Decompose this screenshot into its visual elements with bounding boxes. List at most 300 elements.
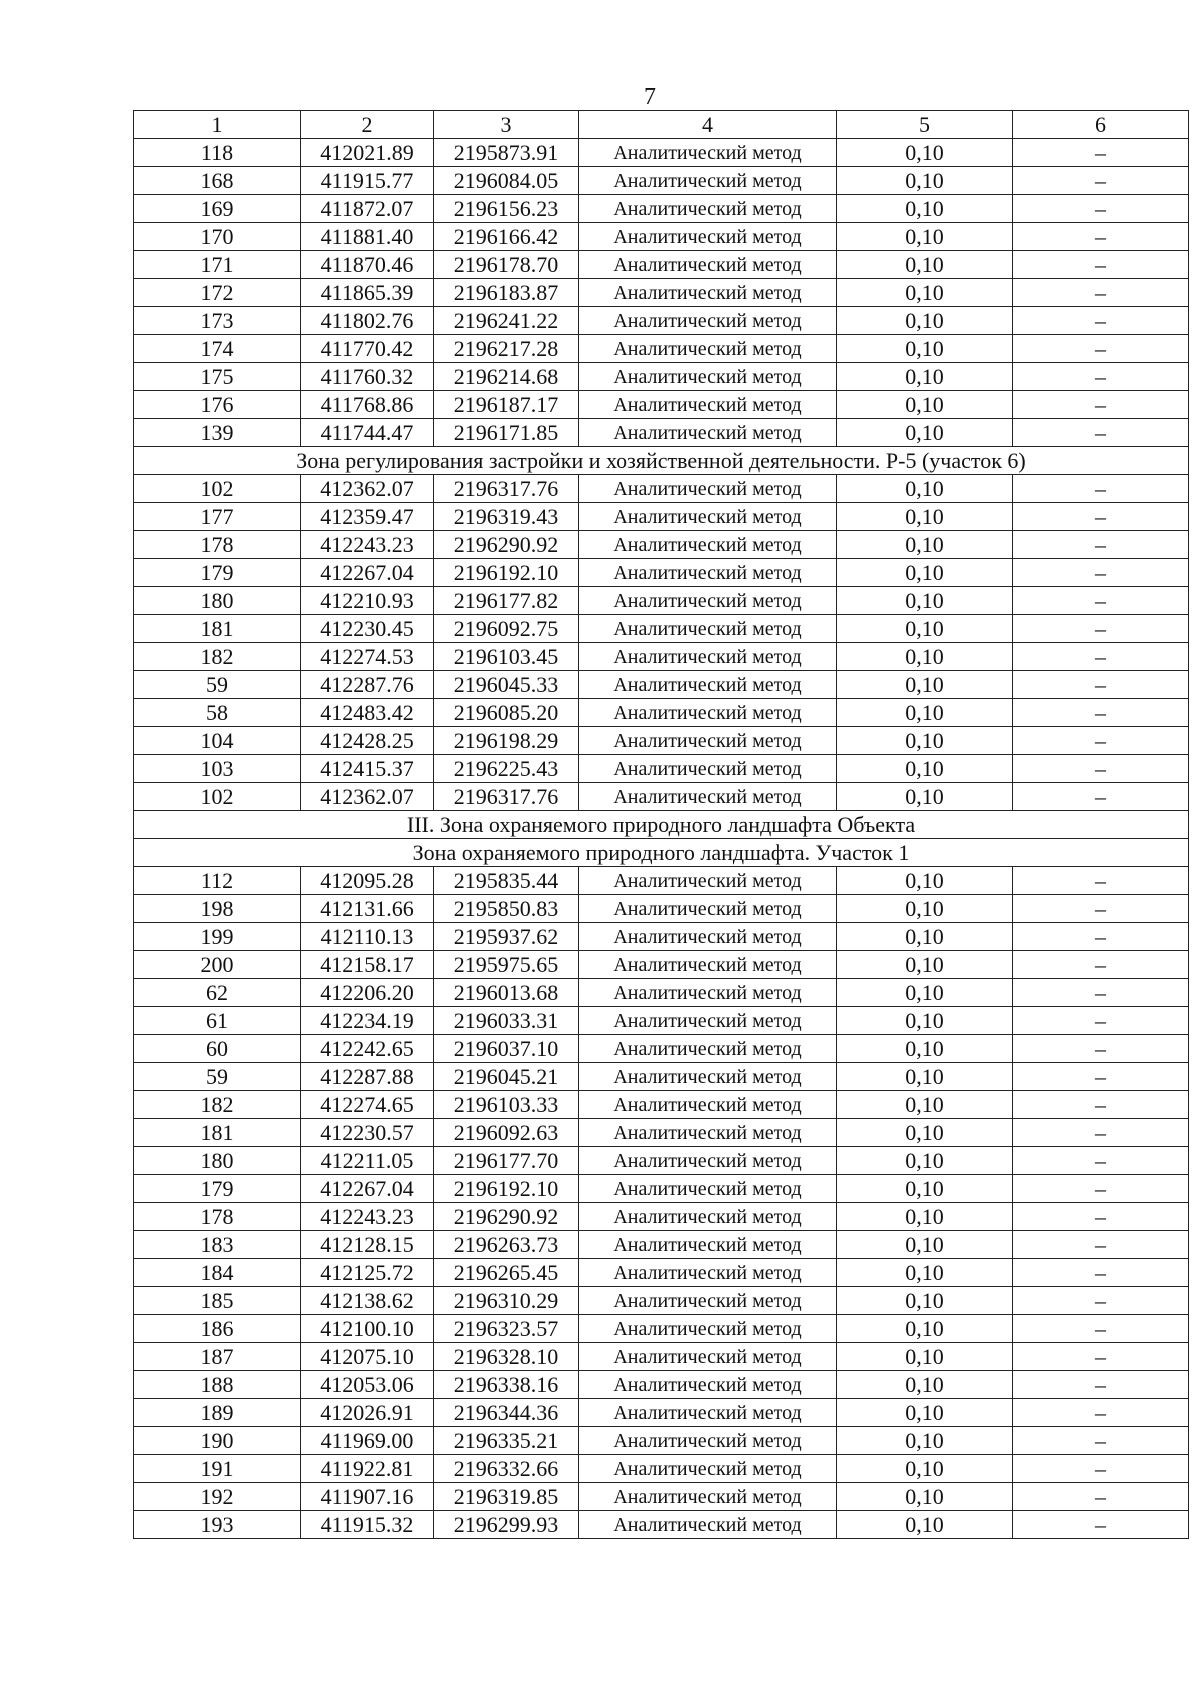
point-number-cell: 59 (134, 1063, 301, 1091)
precision-cell: 0,10 (837, 1119, 1013, 1147)
precision-cell: 0,10 (837, 419, 1013, 447)
section-title: III. Зона охраняемого природного ландшафта Объекта (134, 811, 1189, 839)
y-coordinate-cell: 2196187.17 (434, 391, 579, 419)
point-number-cell: 60 (134, 1035, 301, 1063)
y-coordinate-cell: 2196265.45 (434, 1259, 579, 1287)
y-coordinate-cell: 2196192.10 (434, 559, 579, 587)
precision-cell: 0,10 (837, 1175, 1013, 1203)
point-number-cell: 175 (134, 363, 301, 391)
table-row (134, 1371, 1189, 1399)
x-coordinate-cell: 412026.91 (301, 1399, 434, 1427)
note-cell: – (1013, 307, 1189, 335)
table-row (134, 979, 1189, 1007)
method-cell: Аналитический метод (579, 895, 837, 923)
y-coordinate-cell: 2196263.73 (434, 1231, 579, 1259)
table-row (134, 1259, 1189, 1287)
table-row (134, 363, 1189, 391)
y-coordinate-cell: 2196103.45 (434, 643, 579, 671)
precision-cell: 0,10 (837, 1203, 1013, 1231)
precision-cell: 0,10 (837, 279, 1013, 307)
x-coordinate-cell: 412243.23 (301, 1203, 434, 1231)
note-cell: – (1013, 223, 1189, 251)
point-number-cell: 200 (134, 951, 301, 979)
note-cell: – (1013, 587, 1189, 615)
precision-cell: 0,10 (837, 1315, 1013, 1343)
note-cell: – (1013, 867, 1189, 895)
precision-cell: 0,10 (837, 1399, 1013, 1427)
section-title-row (134, 839, 1189, 867)
table-row (134, 559, 1189, 587)
precision-cell: 0,10 (837, 727, 1013, 755)
y-coordinate-cell: 2196166.42 (434, 223, 579, 251)
precision-cell: 0,10 (837, 1427, 1013, 1455)
method-cell: Аналитический метод (579, 867, 837, 895)
table-row (134, 307, 1189, 335)
precision-cell: 0,10 (837, 139, 1013, 167)
method-cell: Аналитический метод (579, 1455, 837, 1483)
y-coordinate-cell: 2196178.70 (434, 251, 579, 279)
x-coordinate-cell: 411768.86 (301, 391, 434, 419)
x-coordinate-cell: 411907.16 (301, 1483, 434, 1511)
table-row (134, 167, 1189, 195)
table-row (134, 1119, 1189, 1147)
precision-cell: 0,10 (837, 643, 1013, 671)
precision-cell: 0,10 (837, 1091, 1013, 1119)
x-coordinate-cell: 412234.19 (301, 1007, 434, 1035)
note-cell: – (1013, 1063, 1189, 1091)
note-cell: – (1013, 335, 1189, 363)
precision-cell: 0,10 (837, 391, 1013, 419)
note-cell: – (1013, 1315, 1189, 1343)
point-number-cell: 112 (134, 867, 301, 895)
point-number-cell: 118 (134, 139, 301, 167)
x-coordinate-cell: 412230.45 (301, 615, 434, 643)
note-cell: – (1013, 671, 1189, 699)
method-cell: Аналитический метод (579, 1007, 837, 1035)
y-coordinate-cell: 2195975.65 (434, 951, 579, 979)
y-coordinate-cell: 2195850.83 (434, 895, 579, 923)
precision-cell: 0,10 (837, 867, 1013, 895)
table-row (134, 279, 1189, 307)
table-row (134, 783, 1189, 811)
x-coordinate-cell: 412053.06 (301, 1371, 434, 1399)
precision-cell: 0,10 (837, 587, 1013, 615)
x-coordinate-cell: 412158.17 (301, 951, 434, 979)
precision-cell: 0,10 (837, 1371, 1013, 1399)
method-cell: Аналитический метод (579, 1035, 837, 1063)
note-cell: – (1013, 1483, 1189, 1511)
point-number-cell: 187 (134, 1343, 301, 1371)
x-coordinate-cell: 412021.89 (301, 139, 434, 167)
precision-cell: 0,10 (837, 1259, 1013, 1287)
method-cell: Аналитический метод (579, 419, 837, 447)
note-cell: – (1013, 1091, 1189, 1119)
precision-cell: 0,10 (837, 923, 1013, 951)
y-coordinate-cell: 2196013.68 (434, 979, 579, 1007)
point-number-cell: 176 (134, 391, 301, 419)
method-cell: Аналитический метод (579, 391, 837, 419)
point-number-cell: 103 (134, 755, 301, 783)
point-number-cell: 168 (134, 167, 301, 195)
coordinates-table-body (134, 111, 1189, 1539)
y-coordinate-cell: 2196085.20 (434, 699, 579, 727)
x-coordinate-cell: 412359.47 (301, 503, 434, 531)
x-coordinate-cell: 411870.46 (301, 251, 434, 279)
point-number-cell: 102 (134, 783, 301, 811)
method-cell: Аналитический метод (579, 531, 837, 559)
column-header: 6 (1013, 111, 1189, 139)
x-coordinate-cell: 412242.65 (301, 1035, 434, 1063)
precision-cell: 0,10 (837, 307, 1013, 335)
x-coordinate-cell: 412110.13 (301, 923, 434, 951)
method-cell: Аналитический метод (579, 1511, 837, 1539)
precision-cell: 0,10 (837, 755, 1013, 783)
x-coordinate-cell: 412210.93 (301, 587, 434, 615)
point-number-cell: 185 (134, 1287, 301, 1315)
y-coordinate-cell: 2196310.29 (434, 1287, 579, 1315)
table-row (134, 1427, 1189, 1455)
method-cell: Аналитический метод (579, 587, 837, 615)
table-row (134, 587, 1189, 615)
y-coordinate-cell: 2196037.10 (434, 1035, 579, 1063)
precision-cell: 0,10 (837, 363, 1013, 391)
table-row (134, 195, 1189, 223)
note-cell: – (1013, 391, 1189, 419)
x-coordinate-cell: 412362.07 (301, 783, 434, 811)
table-row (134, 643, 1189, 671)
precision-cell: 0,10 (837, 1511, 1013, 1539)
note-cell: – (1013, 895, 1189, 923)
y-coordinate-cell: 2196177.70 (434, 1147, 579, 1175)
x-coordinate-cell: 412075.10 (301, 1343, 434, 1371)
x-coordinate-cell: 412267.04 (301, 559, 434, 587)
table-row (134, 923, 1189, 951)
note-cell: – (1013, 783, 1189, 811)
point-number-cell: 177 (134, 503, 301, 531)
note-cell: – (1013, 195, 1189, 223)
note-cell: – (1013, 1175, 1189, 1203)
table-row (134, 335, 1189, 363)
x-coordinate-cell: 411770.42 (301, 335, 434, 363)
method-cell: Аналитический метод (579, 727, 837, 755)
y-coordinate-cell: 2196156.23 (434, 195, 579, 223)
y-coordinate-cell: 2196092.75 (434, 615, 579, 643)
section-title-row (134, 447, 1189, 475)
method-cell: Аналитический метод (579, 1063, 837, 1091)
y-coordinate-cell: 2196328.10 (434, 1343, 579, 1371)
table-row (134, 867, 1189, 895)
precision-cell: 0,10 (837, 1231, 1013, 1259)
y-coordinate-cell: 2196045.21 (434, 1063, 579, 1091)
x-coordinate-cell: 412287.88 (301, 1063, 434, 1091)
precision-cell: 0,10 (837, 335, 1013, 363)
precision-cell: 0,10 (837, 167, 1013, 195)
table-row (134, 1287, 1189, 1315)
method-cell: Аналитический метод (579, 1315, 837, 1343)
page-number: 7 (644, 84, 656, 110)
table-row (134, 1511, 1189, 1539)
method-cell: Аналитический метод (579, 699, 837, 727)
x-coordinate-cell: 411802.76 (301, 307, 434, 335)
method-cell: Аналитический метод (579, 1427, 837, 1455)
table-row (134, 531, 1189, 559)
y-coordinate-cell: 2196335.21 (434, 1427, 579, 1455)
method-cell: Аналитический метод (579, 1147, 837, 1175)
table-row (134, 223, 1189, 251)
point-number-cell: 61 (134, 1007, 301, 1035)
note-cell: – (1013, 1511, 1189, 1539)
x-coordinate-cell: 411969.00 (301, 1427, 434, 1455)
y-coordinate-cell: 2195835.44 (434, 867, 579, 895)
table-row (134, 727, 1189, 755)
note-cell: – (1013, 615, 1189, 643)
point-number-cell: 181 (134, 1119, 301, 1147)
note-cell: – (1013, 279, 1189, 307)
x-coordinate-cell: 412211.05 (301, 1147, 434, 1175)
point-number-cell: 174 (134, 335, 301, 363)
method-cell: Аналитический метод (579, 139, 837, 167)
x-coordinate-cell: 412362.07 (301, 475, 434, 503)
y-coordinate-cell: 2196192.10 (434, 1175, 579, 1203)
point-number-cell: 183 (134, 1231, 301, 1259)
point-number-cell: 189 (134, 1399, 301, 1427)
precision-cell: 0,10 (837, 1035, 1013, 1063)
y-coordinate-cell: 2196319.43 (434, 503, 579, 531)
precision-cell: 0,10 (837, 615, 1013, 643)
note-cell: – (1013, 363, 1189, 391)
point-number-cell: 192 (134, 1483, 301, 1511)
y-coordinate-cell: 2196214.68 (434, 363, 579, 391)
x-coordinate-cell: 412274.53 (301, 643, 434, 671)
point-number-cell: 102 (134, 475, 301, 503)
precision-cell: 0,10 (837, 699, 1013, 727)
method-cell: Аналитический метод (579, 1371, 837, 1399)
x-coordinate-cell: 411915.77 (301, 167, 434, 195)
note-cell: – (1013, 1343, 1189, 1371)
y-coordinate-cell: 2196290.92 (434, 531, 579, 559)
x-coordinate-cell: 411744.47 (301, 419, 434, 447)
table-row (134, 419, 1189, 447)
precision-cell: 0,10 (837, 1007, 1013, 1035)
y-coordinate-cell: 2196241.22 (434, 307, 579, 335)
note-cell: – (1013, 923, 1189, 951)
y-coordinate-cell: 2196290.92 (434, 1203, 579, 1231)
table-row (134, 391, 1189, 419)
y-coordinate-cell: 2196225.43 (434, 755, 579, 783)
method-cell: Аналитический метод (579, 475, 837, 503)
point-number-cell: 181 (134, 615, 301, 643)
precision-cell: 0,10 (837, 559, 1013, 587)
x-coordinate-cell: 411922.81 (301, 1455, 434, 1483)
note-cell: – (1013, 1399, 1189, 1427)
note-cell: – (1013, 1007, 1189, 1035)
table-row (134, 139, 1189, 167)
method-cell: Аналитический метод (579, 783, 837, 811)
note-cell: – (1013, 643, 1189, 671)
note-cell: – (1013, 727, 1189, 755)
x-coordinate-cell: 412274.65 (301, 1091, 434, 1119)
column-header: 3 (434, 111, 579, 139)
method-cell: Аналитический метод (579, 1203, 837, 1231)
table-row (134, 615, 1189, 643)
method-cell: Аналитический метод (579, 1483, 837, 1511)
section-title: Зона охраняемого природного ландшафта. Участок 1 (134, 839, 1189, 867)
y-coordinate-cell: 2196171.85 (434, 419, 579, 447)
precision-cell: 0,10 (837, 223, 1013, 251)
point-number-cell: 186 (134, 1315, 301, 1343)
x-coordinate-cell: 412483.42 (301, 699, 434, 727)
y-coordinate-cell: 2196323.57 (434, 1315, 579, 1343)
point-number-cell: 58 (134, 699, 301, 727)
table-row (134, 1455, 1189, 1483)
table-row (134, 1007, 1189, 1035)
note-cell: – (1013, 559, 1189, 587)
x-coordinate-cell: 412131.66 (301, 895, 434, 923)
note-cell: – (1013, 139, 1189, 167)
precision-cell: 0,10 (837, 783, 1013, 811)
note-cell: – (1013, 1259, 1189, 1287)
note-cell: – (1013, 699, 1189, 727)
x-coordinate-cell: 412128.15 (301, 1231, 434, 1259)
method-cell: Аналитический метод (579, 1343, 837, 1371)
note-cell: – (1013, 1231, 1189, 1259)
method-cell: Аналитический метод (579, 923, 837, 951)
precision-cell: 0,10 (837, 503, 1013, 531)
section-title-row (134, 811, 1189, 839)
x-coordinate-cell: 411760.32 (301, 363, 434, 391)
point-number-cell: 182 (134, 1091, 301, 1119)
note-cell: – (1013, 475, 1189, 503)
method-cell: Аналитический метод (579, 223, 837, 251)
x-coordinate-cell: 412100.10 (301, 1315, 434, 1343)
point-number-cell: 182 (134, 643, 301, 671)
point-number-cell: 172 (134, 279, 301, 307)
point-number-cell: 170 (134, 223, 301, 251)
x-coordinate-cell: 411872.07 (301, 195, 434, 223)
point-number-cell: 191 (134, 1455, 301, 1483)
point-number-cell: 190 (134, 1427, 301, 1455)
point-number-cell: 179 (134, 559, 301, 587)
method-cell: Аналитический метод (579, 279, 837, 307)
y-coordinate-cell: 2196103.33 (434, 1091, 579, 1119)
section-title: Зона регулирования застройки и хозяйственной деятельности. Р-5 (участок 6) (134, 447, 1189, 475)
point-number-cell: 139 (134, 419, 301, 447)
column-header: 1 (134, 111, 301, 139)
method-cell: Аналитический метод (579, 979, 837, 1007)
point-number-cell: 193 (134, 1511, 301, 1539)
y-coordinate-cell: 2196299.93 (434, 1511, 579, 1539)
precision-cell: 0,10 (837, 895, 1013, 923)
precision-cell: 0,10 (837, 951, 1013, 979)
method-cell: Аналитический метод (579, 643, 837, 671)
table-row (134, 1147, 1189, 1175)
method-cell: Аналитический метод (579, 335, 837, 363)
note-cell: – (1013, 1287, 1189, 1315)
precision-cell: 0,10 (837, 979, 1013, 1007)
method-cell: Аналитический метод (579, 1175, 837, 1203)
y-coordinate-cell: 2196045.33 (434, 671, 579, 699)
y-coordinate-cell: 2195937.62 (434, 923, 579, 951)
point-number-cell: 59 (134, 671, 301, 699)
precision-cell: 0,10 (837, 475, 1013, 503)
point-number-cell: 184 (134, 1259, 301, 1287)
method-cell: Аналитический метод (579, 559, 837, 587)
method-cell: Аналитический метод (579, 1287, 837, 1315)
note-cell: – (1013, 755, 1189, 783)
table-row (134, 1231, 1189, 1259)
precision-cell: 0,10 (837, 1455, 1013, 1483)
y-coordinate-cell: 2196177.82 (434, 587, 579, 615)
y-coordinate-cell: 2196092.63 (434, 1119, 579, 1147)
point-number-cell: 198 (134, 895, 301, 923)
method-cell: Аналитический метод (579, 1231, 837, 1259)
precision-cell: 0,10 (837, 251, 1013, 279)
y-coordinate-cell: 2196033.31 (434, 1007, 579, 1035)
coordinates-table (133, 110, 1189, 1539)
precision-cell: 0,10 (837, 1483, 1013, 1511)
note-cell: – (1013, 1203, 1189, 1231)
y-coordinate-cell: 2196084.05 (434, 167, 579, 195)
y-coordinate-cell: 2196317.76 (434, 783, 579, 811)
table-row (134, 699, 1189, 727)
column-header: 2 (301, 111, 434, 139)
point-number-cell: 104 (134, 727, 301, 755)
note-cell: – (1013, 251, 1189, 279)
note-cell: – (1013, 419, 1189, 447)
table-row (134, 503, 1189, 531)
point-number-cell: 171 (134, 251, 301, 279)
y-coordinate-cell: 2196317.76 (434, 475, 579, 503)
point-number-cell: 179 (134, 1175, 301, 1203)
method-cell: Аналитический метод (579, 167, 837, 195)
note-cell: – (1013, 1035, 1189, 1063)
x-coordinate-cell: 412287.76 (301, 671, 434, 699)
x-coordinate-cell: 411865.39 (301, 279, 434, 307)
method-cell: Аналитический метод (579, 671, 837, 699)
y-coordinate-cell: 2196338.16 (434, 1371, 579, 1399)
table-row (134, 475, 1189, 503)
note-cell: – (1013, 1119, 1189, 1147)
x-coordinate-cell: 412267.04 (301, 1175, 434, 1203)
column-header: 4 (579, 111, 837, 139)
point-number-cell: 169 (134, 195, 301, 223)
x-coordinate-cell: 412243.23 (301, 531, 434, 559)
y-coordinate-cell: 2196198.29 (434, 727, 579, 755)
table-row (134, 951, 1189, 979)
method-cell: Аналитический метод (579, 1259, 837, 1287)
note-cell: – (1013, 1371, 1189, 1399)
note-cell: – (1013, 1427, 1189, 1455)
table-row (134, 1343, 1189, 1371)
note-cell: – (1013, 1147, 1189, 1175)
method-cell: Аналитический метод (579, 1399, 837, 1427)
y-coordinate-cell: 2196319.85 (434, 1483, 579, 1511)
method-cell: Аналитический метод (579, 615, 837, 643)
precision-cell: 0,10 (837, 531, 1013, 559)
x-coordinate-cell: 412230.57 (301, 1119, 434, 1147)
table-row (134, 1035, 1189, 1063)
x-coordinate-cell: 412415.37 (301, 755, 434, 783)
method-cell: Аналитический метод (579, 195, 837, 223)
precision-cell: 0,10 (837, 671, 1013, 699)
note-cell: – (1013, 167, 1189, 195)
x-coordinate-cell: 412138.62 (301, 1287, 434, 1315)
x-coordinate-cell: 412095.28 (301, 867, 434, 895)
table-row (134, 671, 1189, 699)
table-row (134, 1203, 1189, 1231)
point-number-cell: 199 (134, 923, 301, 951)
x-coordinate-cell: 411915.32 (301, 1511, 434, 1539)
